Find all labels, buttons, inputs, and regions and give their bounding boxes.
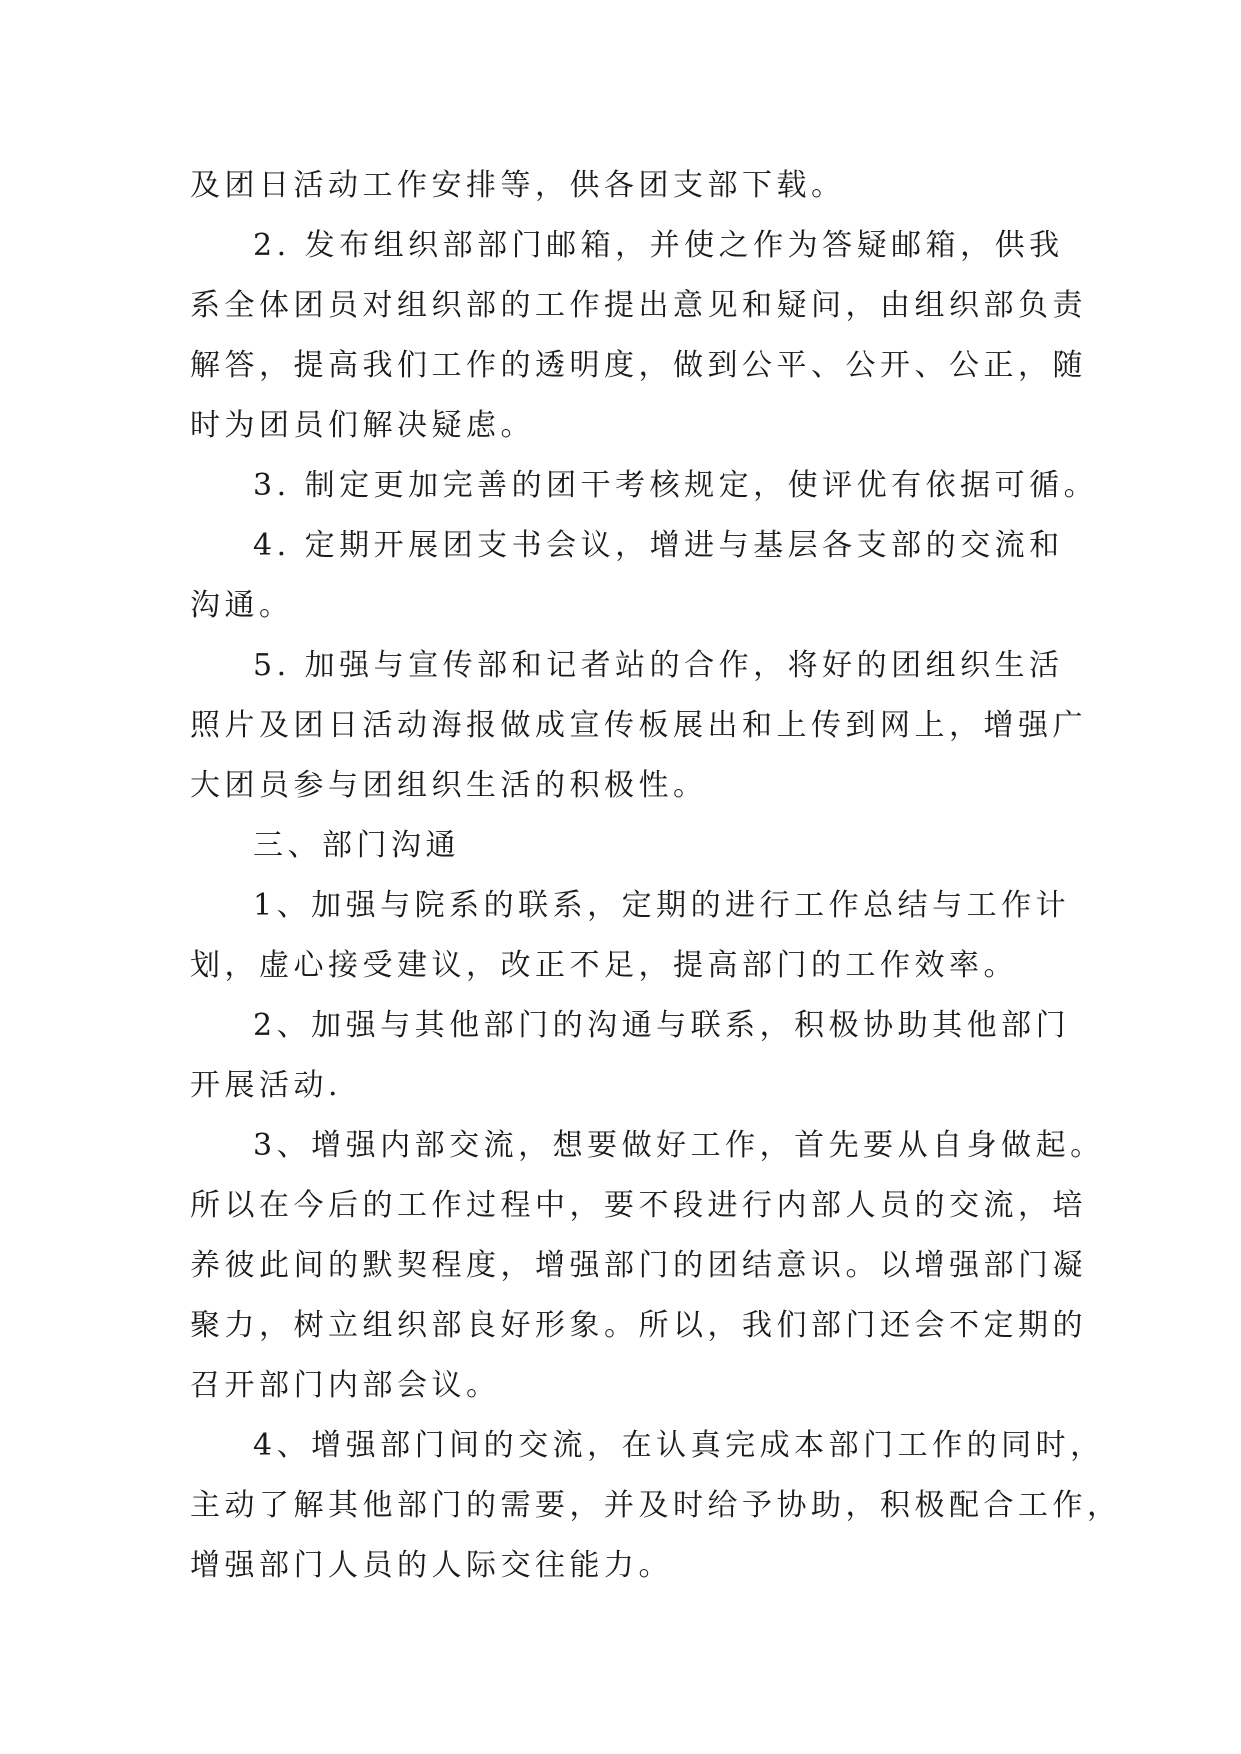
text-line: 开展活动. (190, 1068, 343, 1103)
text-line: 1、加强与院系的联系，定期的进行工作总结与工作计 (253, 888, 1071, 923)
text-line: 解答，提高我们工作的透明度，做到公平、公开、公正，随 (190, 348, 1087, 383)
text-line: 划，虚心接受建议，改正不足，提高部门的工作效率。 (190, 948, 1018, 983)
text-line: 召开部门内部会议。 (190, 1368, 501, 1403)
text-line: 养彼此间的默契程度，增强部门的团结意识。以增强部门凝 (190, 1248, 1087, 1283)
text-line: 3、增强内部交流，想要做好工作，首先要从自身做起。 (253, 1128, 1105, 1163)
text-line: 3. 制定更加完善的团干考核规定，使评优有依据可循。 (253, 468, 1099, 503)
text-line: 聚力，树立组织部良好形象。所以，我们部门还会不定期的 (190, 1308, 1087, 1343)
section-heading: 三、部门沟通 (253, 828, 460, 863)
text-line: 2. 发布组织部部门邮箱，并使之作为答疑邮箱，供我 (253, 228, 1064, 263)
text-line: 4. 定期开展团支书会议，增进与基层各支部的交流和 (253, 528, 1064, 563)
text-line: 沟通。 (190, 588, 294, 623)
text-line: 及团日活动工作安排等，供各团支部下载。 (190, 168, 846, 203)
text-line: 5. 加强与宣传部和记者站的合作，将好的团组织生活 (253, 648, 1064, 683)
text-line: 大团员参与团组织生活的积极性。 (190, 768, 708, 803)
text-line: 主动了解其他部门的需要，并及时给予协助，积极配合工作， (190, 1488, 1122, 1523)
text-line: 4、增强部门间的交流，在认真完成本部门工作的同时， (253, 1428, 1105, 1463)
text-line: 增强部门人员的人际交往能力。 (190, 1548, 673, 1583)
text-line: 照片及团日活动海报做成宣传板展出和上传到网上，增强广 (190, 708, 1087, 743)
text-line: 所以在今后的工作过程中，要不段进行内部人员的交流，培 (190, 1188, 1087, 1223)
text-line: 系全体团员对组织部的工作提出意见和疑问，由组织部负责 (190, 288, 1087, 323)
text-line: 2、加强与其他部门的沟通与联系，积极协助其他部门 (253, 1008, 1071, 1043)
text-line: 时为团员们解决疑虑。 (190, 408, 535, 443)
